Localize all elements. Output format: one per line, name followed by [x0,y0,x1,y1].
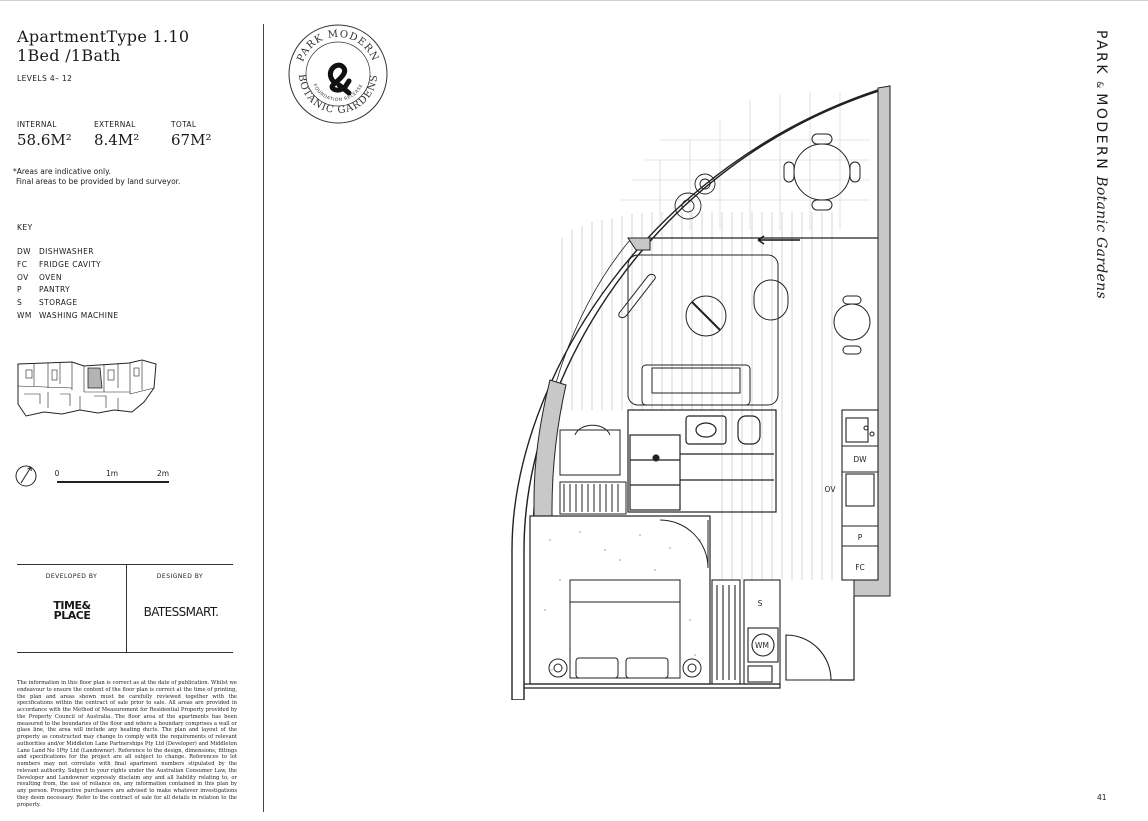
designer-logo: BATESSMART. [143,605,219,619]
title-line-1: ApartmentType 1.10 [17,27,190,46]
key-text: FRIDGE CAVITY [39,259,102,269]
key-item [17,310,118,323]
svg-text:PARK MODERN [295,29,380,64]
scale-bar [14,462,174,492]
credits-box [17,564,233,653]
designed-by-label: DESIGNED BY [156,573,204,580]
area-note [13,167,180,186]
scale-tick-2m: 2m [156,469,170,478]
key-text: DISHWASHER [39,247,94,256]
key-code: FC [17,259,28,269]
bathroom [628,410,776,512]
oven-label: OV [824,485,836,494]
bedroom [530,516,710,684]
key-item [17,259,118,272]
brand-wordmark [1090,30,1114,330]
floor-plan [510,80,900,700]
key-text: STORAGE [39,298,78,308]
external-area-label: EXTERNAL [94,120,136,129]
external-area-value: 8.4M² [94,131,140,149]
ampersand-logo-icon [330,65,349,93]
title-line-2: 1Bed /1Bath [17,46,121,65]
developer-logo-line-1: TIME& [53,599,91,612]
wardrobe-laundry [712,580,831,684]
internal-area-label: INTERNAL [17,120,57,129]
seal-inner-text: FOUNDATION RELEASE [311,83,365,104]
key-plan-diagram [14,358,159,420]
developed-by-label: DEVELOPED BY [45,573,98,580]
page-number: 41 [1097,793,1107,802]
storage-label: S [757,599,763,608]
total-area-label: TOTAL [171,120,197,129]
internal-area-value: 58.6M² [17,131,72,149]
brand-ampersand: & [1094,81,1104,89]
column-divider [263,24,264,812]
key-code: OV [17,272,29,282]
apartment-title [17,27,189,65]
key-code: WM [17,310,32,320]
developer-logo-line-2: PLACE [53,609,91,622]
key-code: DW [17,247,31,256]
washing-machine-label: WM [755,641,769,650]
key-list [17,246,118,323]
living-furniture [619,255,870,405]
key-item [17,272,118,285]
seal-top-text: PARK MODERN [295,28,381,64]
key-item [17,246,118,259]
fridge-cavity-label: FC [855,563,865,572]
area-note-line-1: *Areas are indicative only. [13,167,111,176]
balcony-tiles [620,92,870,230]
scale-tick-0: 0 [54,469,60,478]
key-item [17,297,118,310]
levels-label: LEVELS 4– 12 [17,74,73,83]
disclaimer-text: The information in this floor plan is correct as at the date of publication. Whilst we endeavour to ensure the content of the floor plan is correct at the time of printing, the plan and areas shown must be carefully reviewed together with the specifications within the contract of sale prior to sale. All areas are provided in accordance with the Method of Measurement for Residential Property provided by the Property Council of Australia. The floor area of the apartments has been measured to the boundaries of the floor and where a boundary comprises a wall or glass line, the area will include any heating ducts. The plan and layout of the property as constructed may change to comply with the requirements of relevant authorities and/or Middleton Lane Partnerships Pty Ltd (Developer) and Middleton Lane Land No 1Pty Ltd (Landowner). Reference to the design, dimensions, fittings and specifications for the project are all subject to change. References to lot numbers may not correlate with final apartment numbers stipulated by the relevant authority. Subject to your rights under the Australian Consumer Law, the Developer and Landowner expressly disclaim any and all liability relating to, or resulting from, the use of reliance on, any information contained in this plan by any person. Prospective purchasers are advised to make whatever investigations they deem necessary. Refer to the contract of sale for all details in relation to the property. [17,680,237,808]
kitchen-run [842,410,878,580]
scale-tick-1m: 1m [105,469,119,478]
north-arrow-icon [16,466,36,486]
total-area-value: 67M² [171,131,212,149]
brand-modern: MODERN [1093,93,1109,172]
key-title: KEY [17,223,33,232]
brand-park: PARK [1093,30,1109,77]
brand-botanic-gardens: Botanic Gardens [1093,176,1109,299]
key-item [17,284,118,297]
seal-bottom-text: BOTANIC GARDENS [295,73,381,117]
balcony-dining-set [784,134,860,210]
developer-logo [37,601,107,621]
right-wall [854,86,890,596]
area-note-line-2: Final areas to be provided by land surveyor. [16,176,181,186]
key-text: PANTRY [39,285,71,295]
park-modern-seal [287,23,389,125]
dishwasher-label: DW [853,455,867,464]
key-text: WASHING MACHINE [39,310,119,320]
pantry-label: P [857,533,863,542]
top-border [0,0,1148,1]
key-code: S [17,298,23,308]
key-code: P [17,285,22,295]
key-text: OVEN [39,272,62,282]
